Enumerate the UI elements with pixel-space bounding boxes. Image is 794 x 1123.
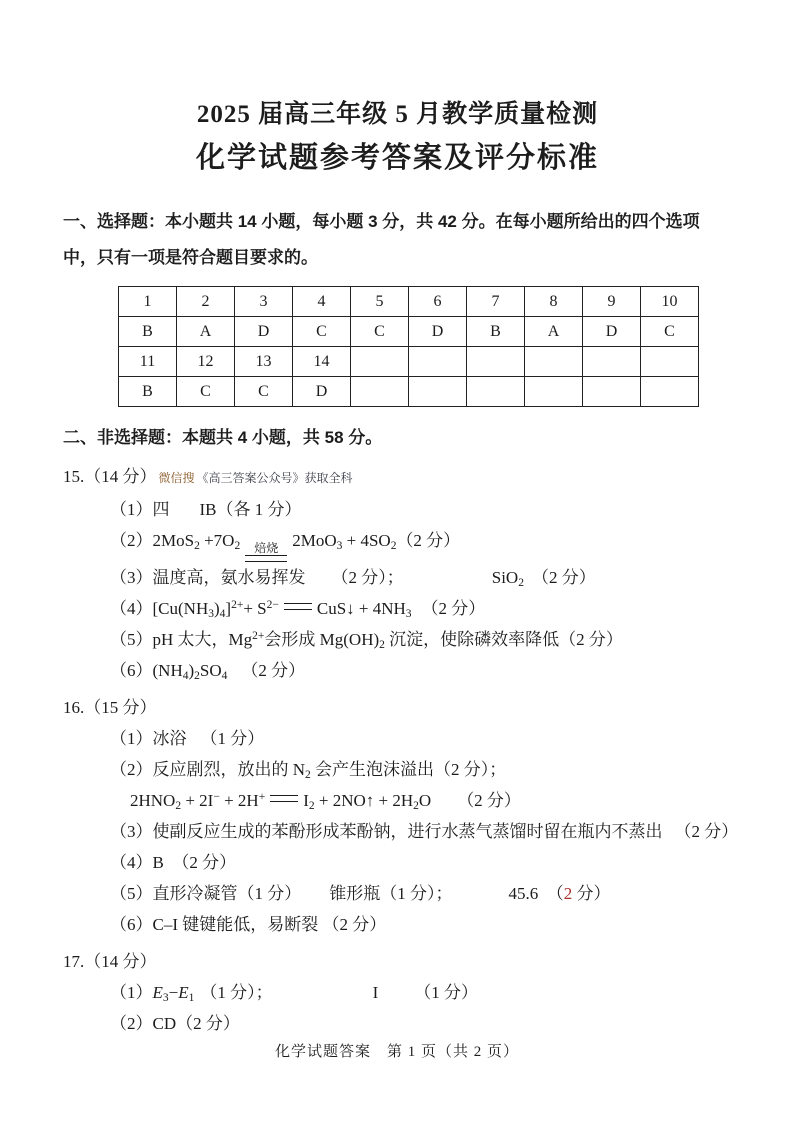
answer-line: （1）四 IB（各 1 分） <box>110 500 302 519</box>
question-number: 15.（14 分） <box>63 467 157 486</box>
question-block <box>63 692 739 940</box>
answer-table-cell <box>641 347 699 377</box>
answer-table-cell <box>467 347 525 377</box>
answer-table-cell: 3 <box>235 287 293 317</box>
answer-table-cell: 5 <box>351 287 409 317</box>
question-number-line <box>63 946 732 977</box>
answer-line: （2）反应剧烈，放出的 $N_2$ 会产生泡沫溢出（2 分）； <box>110 760 507 781</box>
question-number: 16.（15 分） <box>63 698 157 717</box>
answer-table-row <box>119 287 699 317</box>
doc-title-line2: 化学试题参考答案及评分标准 <box>195 142 599 174</box>
answer-table-cell: A <box>525 317 583 347</box>
answer-table-cell: B <box>119 317 177 347</box>
answer-table-cell <box>583 377 641 407</box>
answer-table-cell: 4 <box>293 287 351 317</box>
answer-table-cell: 1 <box>119 287 177 317</box>
answer-table-row <box>119 317 699 347</box>
answer-table-row <box>119 377 699 407</box>
answer-line: （5）pH 太大，$Mg^{2+}$会形成 $Mg(OH)_2$ 沉淀，使除磷效率降低（2 分） <box>110 630 623 651</box>
section2-header: 二、非选择题：本题共 4 小题，共 58 分。 <box>63 428 383 447</box>
answer-table-cell: D <box>409 317 467 347</box>
answer-line: $(1)E_3-E_1$ （1 分）； I （1 分） <box>110 983 479 1004</box>
answer-table-cell <box>467 377 525 407</box>
answer-table-cell: B <box>119 377 177 407</box>
answer-table-cell <box>583 347 641 377</box>
answer-line: $(2)2MoS_2 +7O_2$ 焙烧 $2MoO_3 + 4SO_2(2$ 分） <box>110 525 732 562</box>
answer-table-cell <box>525 377 583 407</box>
answer-table-cell <box>351 347 409 377</box>
answer-line: （2）CD（2 分） <box>110 1014 240 1033</box>
answer-table-cell: 11 <box>119 347 177 377</box>
answer-line: （4）B （2 分） <box>110 853 237 872</box>
answer-table-cell: B <box>467 317 525 347</box>
answer-line: $(4)[Cu(NH_3)_4]^{2+}+ S^{2-}$ CuS↓ + $4NH_3$ （2 分） <box>110 599 486 620</box>
question-number-line <box>63 692 732 723</box>
answer-table-cell: C <box>235 377 293 407</box>
reaction-condition-equals: 焙烧 <box>245 541 287 562</box>
answer-table-cell <box>351 377 409 407</box>
answer-line: （5）直形冷凝管（1 分） 锥形瓶（1 分）； 45.6 （2 分） <box>110 884 611 903</box>
question-number: 17.（14 分） <box>63 952 157 971</box>
question-number-line <box>63 461 732 494</box>
answer-line: （6）C–I 键键能低，易断裂 （2 分） <box>110 915 387 934</box>
answer-table-cell: C <box>351 317 409 347</box>
answer-table <box>118 286 699 407</box>
answer-table-cell <box>409 377 467 407</box>
answer-line: （3）温度高，氨水易挥发 （2 分）； SiO$_2$ （2 分） <box>110 568 596 589</box>
section1-header: 一、选择题：本小题共 14 小题，每小题 3 分，共 42 分。在每小题所给出的四个选项中，只有一项是符合题目要求的。 <box>63 212 700 267</box>
answer-table-cell: C <box>641 317 699 347</box>
answer-table-cell: 10 <box>641 287 699 317</box>
answer-table-cell: 9 <box>583 287 641 317</box>
answer-table-cell <box>525 347 583 377</box>
answer-table-row <box>119 347 699 377</box>
answer-table-cell: 8 <box>525 287 583 317</box>
answer-line: $2HNO_2 + 2I^- + 2H^+$ $I_2$ + 2NO↑ + $2H_2O$ （2 分） <box>130 791 521 812</box>
doc-title-line1: 2025 届高三年级 5 月教学质量检测 <box>196 101 599 128</box>
answer-table-cell: D <box>583 317 641 347</box>
chem-equals-sign <box>284 603 312 610</box>
answer-table-cell: D <box>293 377 351 407</box>
questions-area <box>63 461 739 1039</box>
answer-table-cell: C <box>177 377 235 407</box>
answer-line: $(6)(NH_4)_2SO_4$ （2 分） <box>110 661 306 682</box>
answer-line: （1）冰浴 （1 分） <box>110 729 265 748</box>
answer-table-cell: A <box>177 317 235 347</box>
answer-table-cell: 6 <box>409 287 467 317</box>
answer-table-cell: D <box>235 317 293 347</box>
watermark-text: 微信搜 <box>158 471 195 485</box>
answer-table-cell: 12 <box>177 347 235 377</box>
answer-table-cell <box>409 347 467 377</box>
watermark-text: 《高三答案公众号》获取全科 <box>196 471 353 485</box>
answer-table-cell: 13 <box>235 347 293 377</box>
answer-line: （3）使副反应生成的苯酚形成苯酚钠，进行水蒸气蒸馏时留在瓶内不蒸出 （2 分） <box>110 822 739 841</box>
chem-equals-sign <box>270 795 298 802</box>
answer-table-cell: C <box>293 317 351 347</box>
question-block <box>63 946 732 1039</box>
answer-table-cell: 7 <box>467 287 525 317</box>
page-footer: 化学试题答案 第 1 页（共 2 页） <box>274 1044 519 1060</box>
answer-table-cell: 2 <box>177 287 235 317</box>
answer-table-cell <box>641 377 699 407</box>
question-block <box>63 461 732 686</box>
answer-table-cell: 14 <box>293 347 351 377</box>
